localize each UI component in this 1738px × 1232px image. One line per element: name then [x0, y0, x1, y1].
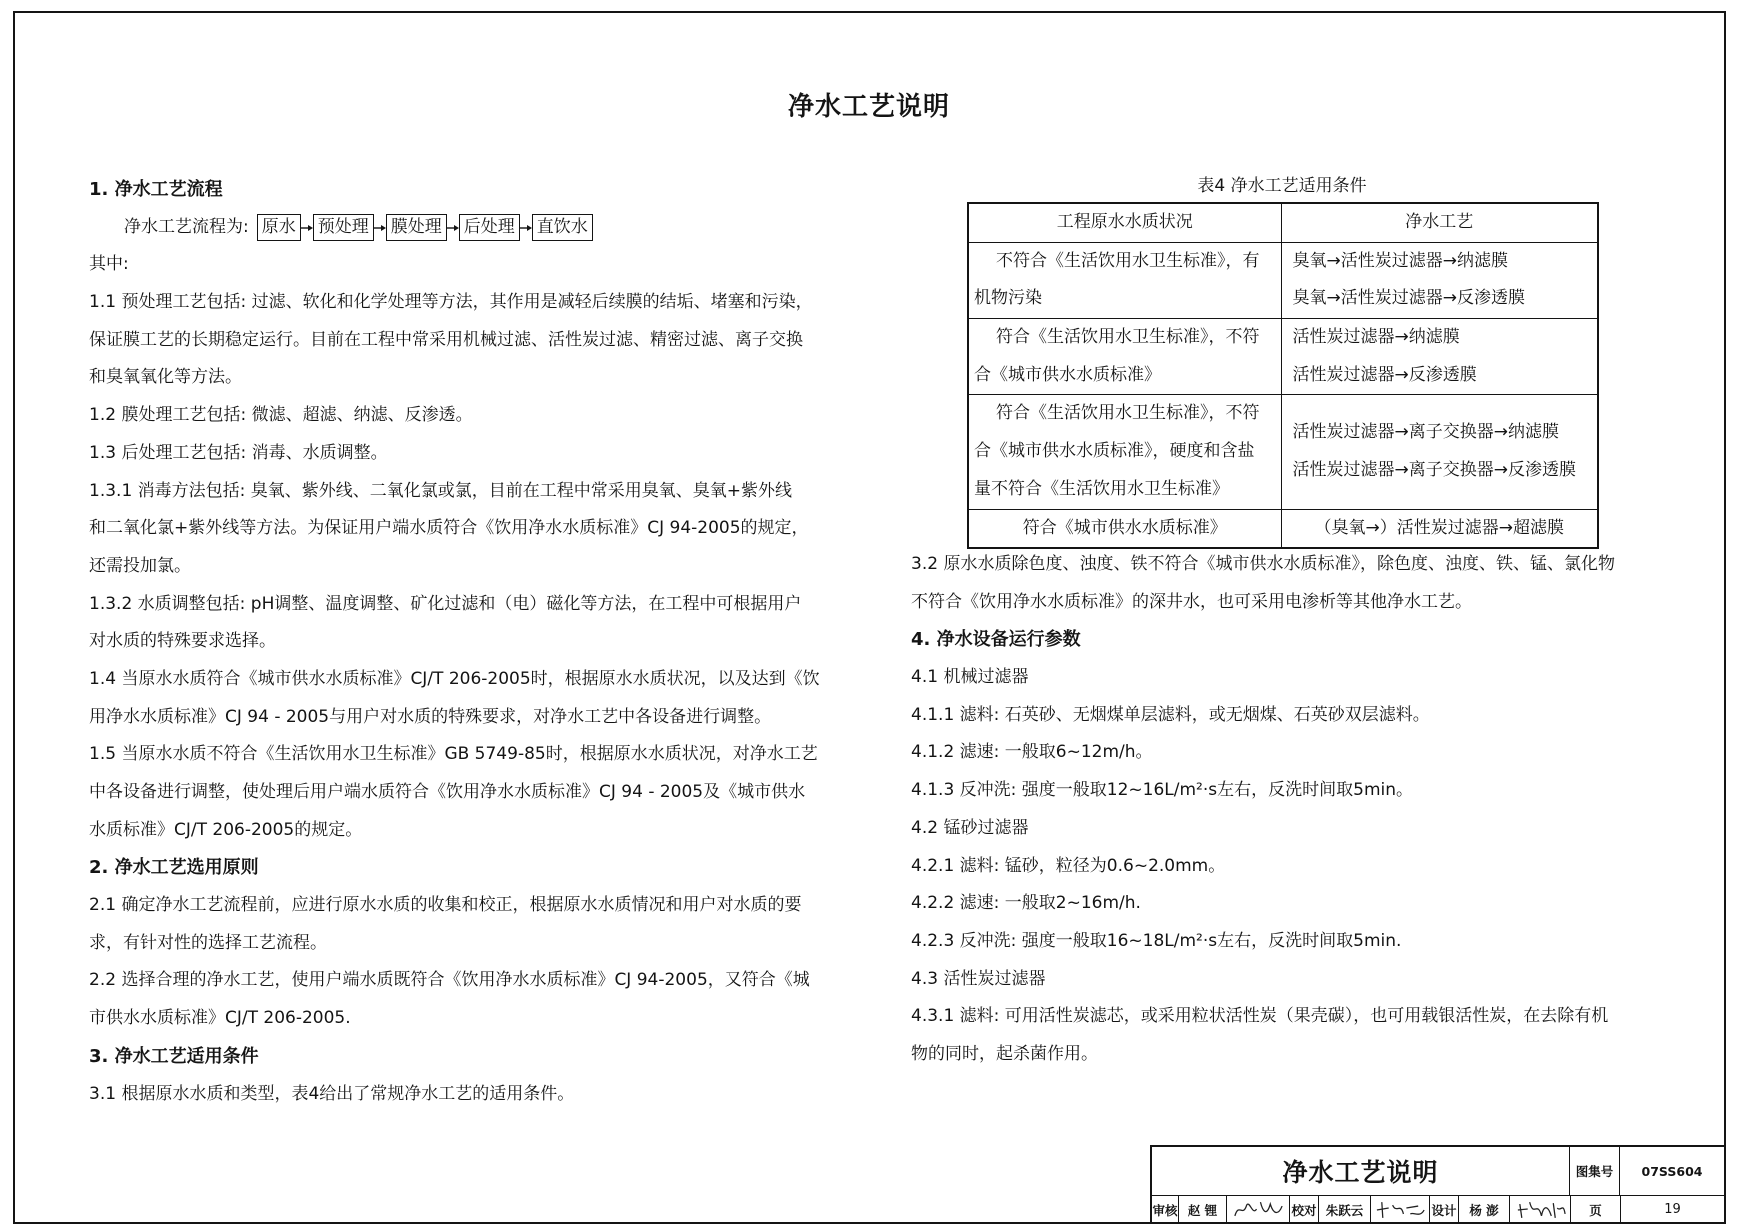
cell-line: 不符合《生活饮用水卫生标准》，有	[996, 250, 1260, 271]
process-cell	[1281, 319, 1598, 395]
text-line: 1.3.2 水质调整包括: pH调整、温度调整、矿化过滤和（电）磁化等方法，在工程中可根据用户	[89, 593, 802, 614]
cell-line: 活性炭过滤器→离子交换器→反渗透膜	[1292, 459, 1576, 480]
text-line: 3.2 原水水质除色度、浊度、铁不符合《城市供水水质标准》，除色度、浊度、铁、锰、氯化物	[911, 554, 1615, 574]
designer-label: 设计	[1430, 1196, 1459, 1223]
reviewer-label: 审核	[1152, 1196, 1179, 1223]
title-block	[1150, 1145, 1724, 1222]
page-number: 19	[1664, 1202, 1681, 1217]
table-row	[968, 509, 1598, 548]
cell-line: 活性炭过滤器→纳滤膜	[1292, 327, 1460, 348]
text-line: 中各设备进行调整，使处理后用户端水质符合《饮用净水水质标准》CJ 94 - 2005及《城市供水	[89, 782, 806, 802]
table-header-row	[968, 203, 1598, 242]
text-line: 1.3 后处理工艺包括: 消毒、水质调整。	[89, 442, 388, 463]
signature-mark	[1510, 1196, 1570, 1223]
text-line: 还需投加氯。	[89, 555, 191, 576]
text-line: 和臭氧氧化等方法。	[89, 367, 242, 388]
reviewer-signature	[1227, 1196, 1290, 1223]
text-line: 4.2 锰砂过滤器	[911, 817, 1029, 838]
reviewer-name: 赵 锂	[1179, 1196, 1227, 1223]
arrow-right-icon	[374, 223, 386, 233]
section-heading-3: 3. 净水工艺适用条件	[89, 1045, 259, 1067]
cell-line: 臭氧→活性炭过滤器→纳滤膜	[1292, 250, 1508, 271]
text-line: 4.3.1 滤料: 可用活性炭滤芯，或采用粒状活性炭（果壳碳），也可用载银活性炭，在去除有机	[911, 1006, 1609, 1027]
checker-signature	[1371, 1196, 1430, 1223]
arrow-right-icon	[447, 223, 459, 233]
flow-label: 净水工艺流程为:	[124, 216, 249, 237]
table-caption: 表4 净水工艺适用条件	[1197, 176, 1367, 196]
cell-line: 符合《生活饮用水卫生标准》，不符	[996, 327, 1260, 348]
condition-cell	[968, 395, 1281, 509]
text-line: 求，有针对性的选择工艺流程。	[89, 932, 327, 953]
cell-line: 量不符合《生活饮用水卫生标准》	[974, 478, 1229, 499]
text-line: 2.2 选择合理的净水工艺，使用户端水质既符合《饮用净水水质标准》CJ 94-2005，又符合《城	[89, 970, 810, 991]
text-line: 4.1.2 滤速: 一般取6~12m/h。	[911, 742, 1153, 763]
cell-line: 合《城市供水水质标准》，硬度和含盐	[974, 441, 1255, 462]
text-line: 1.5 当原水水质不符合《生活饮用水卫生标准》GB 5749-85时，根据原水水质状况，对净水工艺	[89, 744, 818, 765]
text-line: 水质标准》CJ/T 206-2005的规定。	[89, 819, 363, 840]
checker-name: 朱跃云	[1319, 1196, 1371, 1223]
text-line: 4.1.3 反冲洗: 强度一般取12~16L/m²·s左右，反洗时间取5min。	[911, 780, 1414, 801]
condition-cell	[968, 319, 1281, 395]
atlas-number: 07SS604	[1641, 1163, 1703, 1179]
text-line: 市供水水质标准》CJ/T 206-2005.	[89, 1008, 351, 1029]
cell-line: 合《城市供水水质标准》	[974, 364, 1161, 385]
process-cell	[1281, 395, 1598, 509]
process-cell	[1281, 242, 1598, 318]
text-line: 和二氧化氯+紫外线等方法。为保证用户端水质符合《饮用净水水质标准》CJ 94-2005的规定，	[89, 518, 809, 539]
text-line: 物的同时，起杀菌作用。	[911, 1043, 1098, 1064]
text-line: 4.2.1 滤料: 锰砂，粒径为0.6~2.0mm。	[911, 855, 1226, 876]
page-title: 净水工艺说明	[787, 92, 950, 122]
condition-cell	[968, 242, 1281, 318]
section-heading-2: 2. 净水工艺选用原则	[89, 857, 259, 879]
text-line: 1.3.1 消毒方法包括: 臭氧、紫外线、二氧化氯或氯，目前在工程中常采用臭氧、臭氧+紫外线	[89, 480, 793, 501]
header-label: 工程原水水质状况	[1056, 212, 1193, 232]
title-block-top-row	[1152, 1147, 1724, 1195]
process-cell	[1281, 509, 1598, 548]
header-label: 净水工艺	[1405, 212, 1474, 232]
flow-step-raw-water: 原水	[257, 214, 301, 241]
table-row	[968, 242, 1598, 318]
text-line: 对水质的特殊要求选择。	[89, 631, 276, 652]
text-line: 4.1 机械过滤器	[911, 667, 1029, 688]
atlas-number-label: 图集号	[1570, 1147, 1620, 1195]
cell-line: （臭氧→）活性炭过滤器→超滤膜	[1314, 517, 1564, 538]
flow-step-drinking-water: 直饮水	[532, 214, 593, 241]
text-line: 4.2.3 反冲洗: 强度一般取16~18L/m²·s左右，反洗时间取5min.	[911, 930, 1402, 951]
signature-mark	[1371, 1196, 1429, 1223]
table-header-process	[1281, 203, 1598, 242]
title-block-bottom-row	[1152, 1195, 1724, 1223]
text-line: 保证膜工艺的长期稳定运行。目前在工程中常采用机械过滤、活性炭过滤、精密过滤、离子交换	[89, 329, 803, 350]
text-line: 1.2 膜处理工艺包括: 微滤、超滤、纳滤、反渗透。	[89, 405, 473, 426]
text-line: 4.1.1 滤料: 石英砂、无烟煤单层滤料，或无烟煤、石英砂双层滤料。	[911, 704, 1430, 725]
condition-cell	[968, 509, 1281, 548]
designer-signature	[1510, 1196, 1571, 1223]
process-flow-line	[89, 209, 845, 247]
cell-line: 臭氧→活性炭过滤器→反渗透膜	[1292, 288, 1525, 309]
arrow-right-icon	[301, 223, 313, 233]
text-line: 4.2.2 滤速: 一般取2~16m/h.	[911, 893, 1141, 914]
flow-step-pretreatment: 预处理	[313, 214, 374, 241]
flow-step-post-treatment: 后处理	[459, 214, 520, 241]
table-row	[968, 395, 1598, 509]
flow-step-membrane: 膜处理	[386, 214, 447, 241]
text-line: 2.1 确定净水工艺流程前，应进行原水水质的收集和校正，根据原水水质情况和用户对水质的要	[89, 895, 802, 916]
text-line: 其中:	[89, 254, 129, 275]
section-heading-4: 4. 净水设备运行参数	[911, 629, 1081, 651]
arrow-right-icon	[520, 223, 532, 233]
text-line: 4.3 活性炭过滤器	[911, 968, 1046, 989]
cell-line: 活性炭过滤器→离子交换器→纳滤膜	[1292, 422, 1559, 443]
signature-mark	[1227, 1196, 1289, 1223]
title-block-title: 净水工艺说明	[1152, 1147, 1570, 1195]
table-row	[968, 319, 1598, 395]
cell-line: 符合《城市供水水质标准》	[1022, 517, 1227, 538]
checker-label: 校对	[1290, 1196, 1319, 1223]
cell-line: 符合《生活饮用水卫生标准》，不符	[996, 403, 1260, 424]
right-column	[911, 546, 1653, 1074]
designer-name: 杨 澎	[1459, 1196, 1510, 1223]
left-column	[89, 171, 845, 1113]
text-line: 1.4 当原水水质符合《城市供水水质标准》CJ/T 206-2005时，根据原水水质状况，以及达到《饮	[89, 668, 820, 689]
conditions-table	[967, 202, 1599, 549]
table-header-condition	[968, 203, 1281, 242]
cell-line: 机物污染	[974, 288, 1042, 309]
text-line: 不符合《饮用净水水质标准》的深井水，也可采用电渗析等其他净水工艺。	[911, 591, 1472, 612]
text-line: 1.1 预处理工艺包括: 过滤、软化和化学处理等方法，其作用是减轻后续膜的结垢、堵塞和污染，	[89, 292, 813, 313]
section-heading-1: 1. 净水工艺流程	[89, 179, 223, 200]
cell-line: 活性炭过滤器→反渗透膜	[1292, 364, 1477, 385]
text-line: 3.1 根据原水水质和类型，表4给出了常规净水工艺的适用条件。	[89, 1083, 575, 1104]
text-line: 用净水水质标准》CJ 94 - 2005与用户对水质的特殊要求，对净水工艺中各设备进行调整。	[89, 706, 772, 727]
page-label: 页	[1571, 1196, 1621, 1223]
